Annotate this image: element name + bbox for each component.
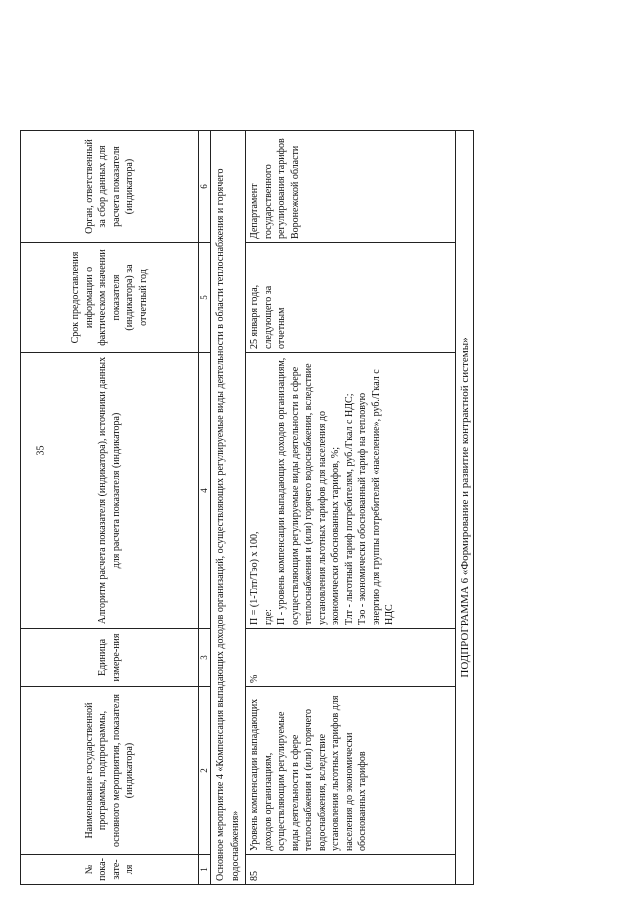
header-organ: Орган, ответственный за сбор данных для расчета показателя (индикатора) (21, 131, 199, 243)
header-row (21, 131, 199, 885)
column-number: 3 (199, 629, 211, 687)
column-number: 4 (199, 353, 211, 629)
definition-teo: Тэо - экономически обоснованный тариф на тепловую энергию для группы потребителей «население», руб./Гкал с НДС (357, 369, 395, 625)
header-indicator-number: № пока-зате-ля (21, 855, 199, 885)
column-number: 5 (199, 243, 211, 353)
section-row (211, 131, 246, 885)
section-title: Основное мероприятие 4 «Компенсация выпадающих доходов организаций, осуществляющих регулируемые виды деятельности в области теплоснабжения и горячего водоснабжения» (211, 131, 246, 885)
rotated-page-content (20, 45, 580, 885)
formula: П = (1-Тлт/Тэо) x 100, (249, 531, 260, 625)
indicator-deadline: 25 января года, следующего за отчетным (246, 243, 456, 353)
formula-where: где: (262, 609, 274, 625)
subprogram-title: ПОДПРОГРАММА 6 «Формирование и развитие контрактной системы» (456, 131, 474, 885)
indicators-table (20, 130, 474, 885)
header-deadline: Срок предоставления информации о фактическом значении показателя (индикатора) за отчетный год (21, 243, 199, 353)
definition-p: П - уровень компенсации выпадающих доходов организациям, осуществляющим регулируемые виды деятельности в сфере теплоснабжения и (или) горячего водоснабжения, вследствие установления льготных тарифов для населения до экономически обоснованных тарифов, %; (276, 357, 341, 625)
subprogram-row (456, 131, 474, 885)
indicator-number: 85 (246, 855, 456, 885)
column-number: 6 (199, 131, 211, 243)
header-unit: Единица измере-ния (21, 629, 199, 687)
indicator-unit: % (246, 629, 456, 687)
column-numbers-row (199, 131, 211, 885)
header-name: Наименование государственной программы, подпрограммы, основного мероприятия, показателя (индикатора) (21, 687, 199, 855)
column-number: 1 (199, 855, 211, 885)
page-number: 35 (35, 445, 47, 456)
header-algorithm: Алгоритм расчета показателя (индикатора), источники данных для расчета показателя (индикатора) (21, 353, 199, 629)
definition-tlt: Тлт - льготный тариф потребителям, руб./Гкал с НДС; (343, 393, 355, 625)
column-number: 2 (199, 687, 211, 855)
indicator-row (246, 131, 456, 885)
indicator-algorithm (246, 353, 456, 629)
indicator-organ: Департамент государственного регулирования тарифов Воронежской области (246, 131, 456, 243)
indicator-name: Уровень компенсации выпадающих доходов организациям, осуществляющим регулируемые виды деятельности в сфере теплоснабжения и (или) горячего водоснабжения, вследствие установления льготных тарифов для населения до экономически обоснованных тарифов (246, 687, 456, 855)
